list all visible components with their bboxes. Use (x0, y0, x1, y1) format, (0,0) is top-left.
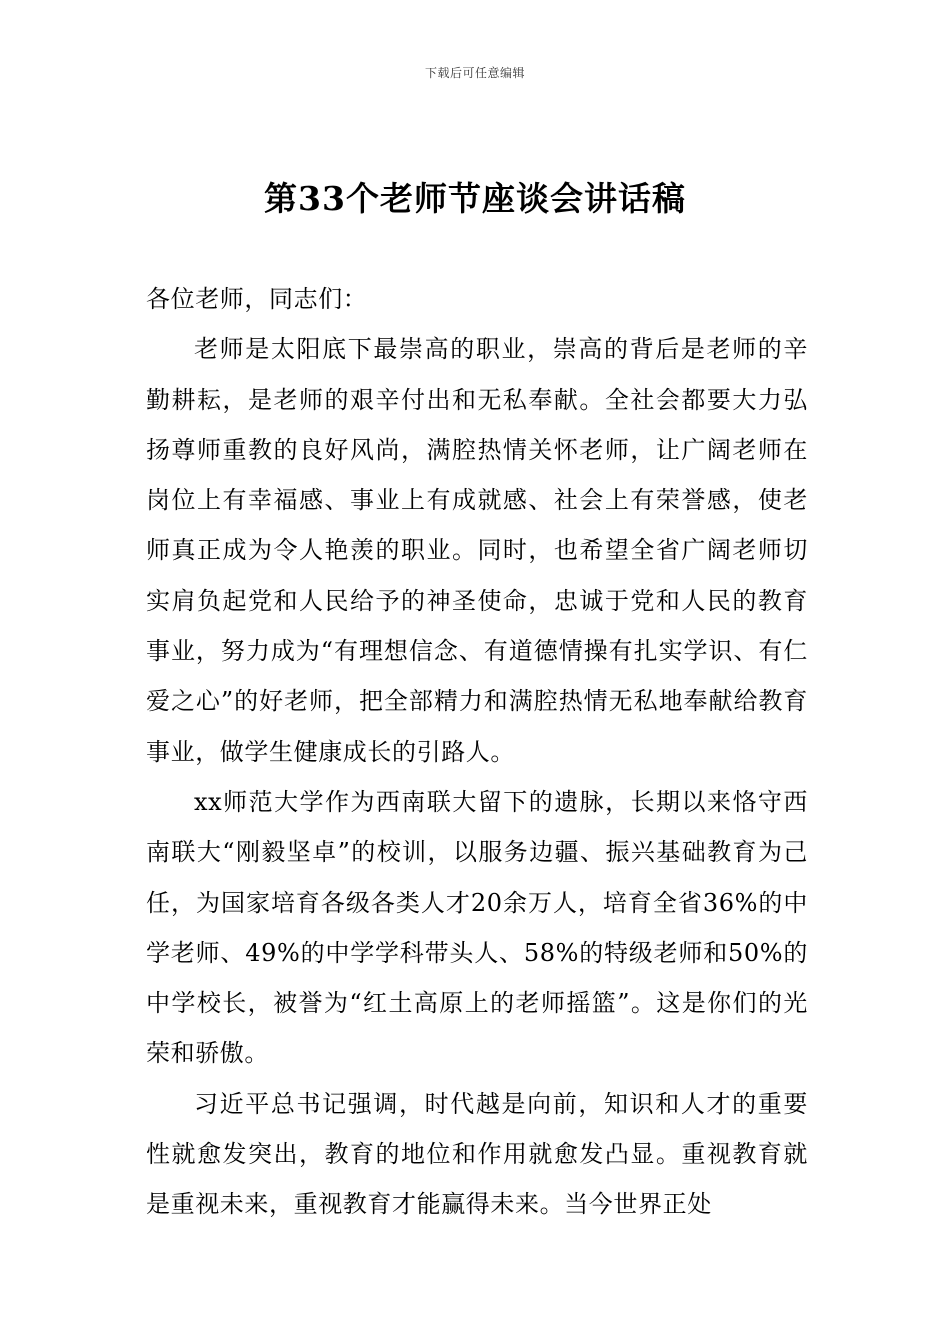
paragraph-3: 习近平总书记强调，时代越是向前，知识和人才的重要性就愈发突出，教育的地位和作用就愈发凸显。重视教育就是重视未来，重视教育才能赢得未来。当今世界正处 (146, 1089, 808, 1219)
document-title: 第33个老师节座谈会讲话稿 (264, 179, 686, 218)
header-note: 下载后可任意编辑 (424, 66, 525, 80)
salutation: 各位老师，同志们： (146, 285, 368, 313)
paragraph-1: 老师是太阳底下最崇高的职业，崇高的背后是老师的辛勤耕耘，是老师的艰辛付出和无私奉献。全社会都要大力弘扬尊师重教的良好风尚，满腔热情关怀老师，让广阔老师在岗位上有幸福感、事业上有成就感、社会上有荣誉感，使老师真正成为令人艳羡的职业。同时，也希望全省广阔老师切实肩负起党和人民给予的神圣使命，忠诚于党和人民的教育事业，努力成为“有理想信念、有道德情操有扎实学识、有仁爱之心”的好老师，把全部精力和满腔热情无私地奉献给教育事业，做学生健康成长的引路人。 (146, 335, 808, 766)
document-body (146, 274, 808, 1230)
paragraph-2: xx师范大学作为西南联大留下的遗脉，长期以来恪守西南联大“刚毅坚卓”的校训，以服务边疆、振兴基础教育为己任，为国家培育各级各类人才20余万人，培育全省36%的中学老师、49%的中学学科带头人、58%的特级老师和50%的中学校长，被誉为“红土高原上的老师摇篮”。这是你们的光荣和骄傲。 (146, 787, 808, 1068)
